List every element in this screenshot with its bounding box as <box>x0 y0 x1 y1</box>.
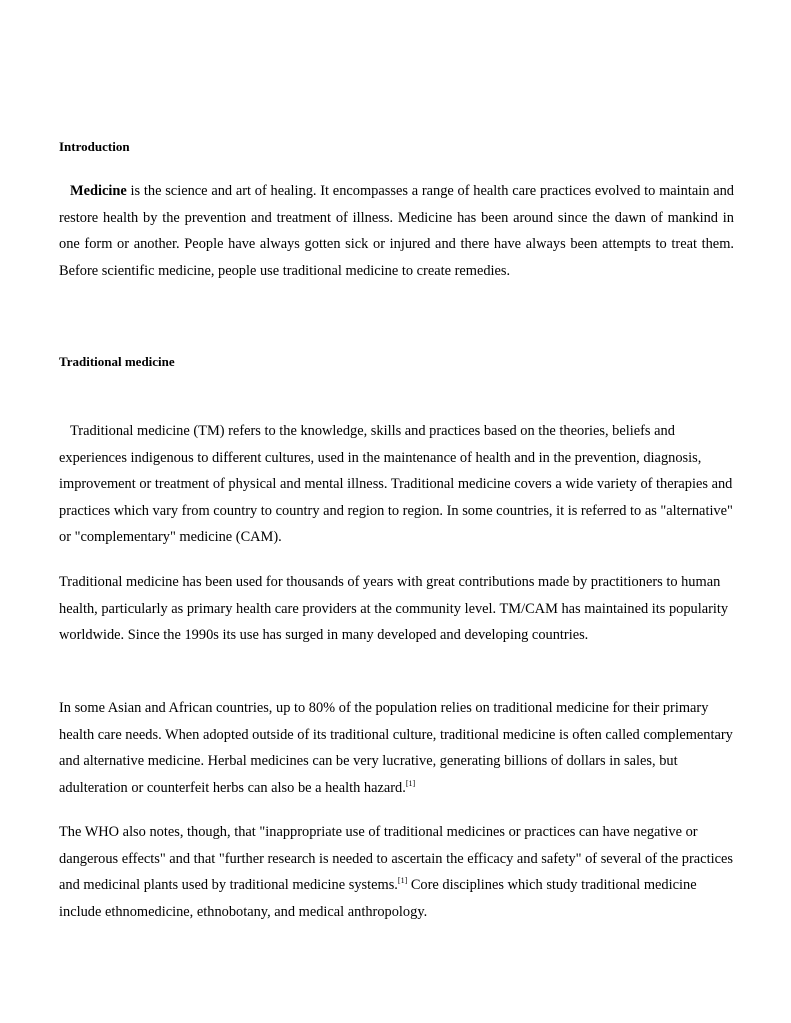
introduction-heading: Introduction <box>59 139 130 154</box>
medicine-term: Medicine <box>70 183 127 199</box>
introduction-paragraph <box>59 178 734 284</box>
traditional-medicine-paragraph-3 <box>59 695 734 801</box>
traditional-medicine-paragraph-4 <box>59 819 734 925</box>
traditional-medicine-paragraph-1: Traditional medicine (TM) refers to the knowledge, skills and practices based on the theories, beliefs and experiences indigenous to different cultures, used in the maintenance of health and in the prevention, diagnosis, improvement or treatment of physical and mental illness. Traditional medicine covers a wide variety of therapies and practices which vary from country to country and region to region. In some countries, it is referred to as "alternative" or "complementary" medicine (CAM). <box>59 423 733 546</box>
paragraph-4-text-b: Core disciplines which study traditional medicine include ethnomedicine, ethnobotany, and medical anthropology. <box>59 877 697 920</box>
traditional-medicine-paragraph-2: Traditional medicine has been used for thousands of years with great contributions made by practitioners to human health, particularly as primary health care providers at the community level. TM/CAM has maintained its popularity worldwide. Since the 1990s its use has surged in many developed and developing countries. <box>59 574 729 644</box>
introduction-body: is the science and art of healing. It encompasses a range of health care practices evolved to maintain and restore health by the prevention and treatment of illness. Medicine has been around since the dawn of mankind in one form or another. People have always gotten sick or injured and there have always been attempts to treat them. Before scientific medicine, people use traditional medicine to create remedies. <box>59 183 734 279</box>
paragraph-4-text-a: The WHO also notes, though, that "inappropriate use of traditional medicines or practices can have negative or dangerous effects" and that "further research is needed to ascertain the efficacy and safety" of several of the practices and medicinal plants used by traditional medicine systems. <box>59 824 733 894</box>
traditional-medicine-heading: Traditional medicine <box>59 354 175 369</box>
paragraph-3-text: In some Asian and African countries, up to 80% of the population relies on traditional medicine for their primary health care needs. When adopted outside of its traditional culture, traditional medicine is often called complementary and alternative medicine. Herbal medicines can be very lucrative, generating billions of dollars in sales, but adulteration or counterfeit herbs can also be a health hazard. <box>59 700 733 796</box>
citation-ref-1: [1] <box>405 778 416 788</box>
citation-ref-2: [1] <box>397 876 408 886</box>
